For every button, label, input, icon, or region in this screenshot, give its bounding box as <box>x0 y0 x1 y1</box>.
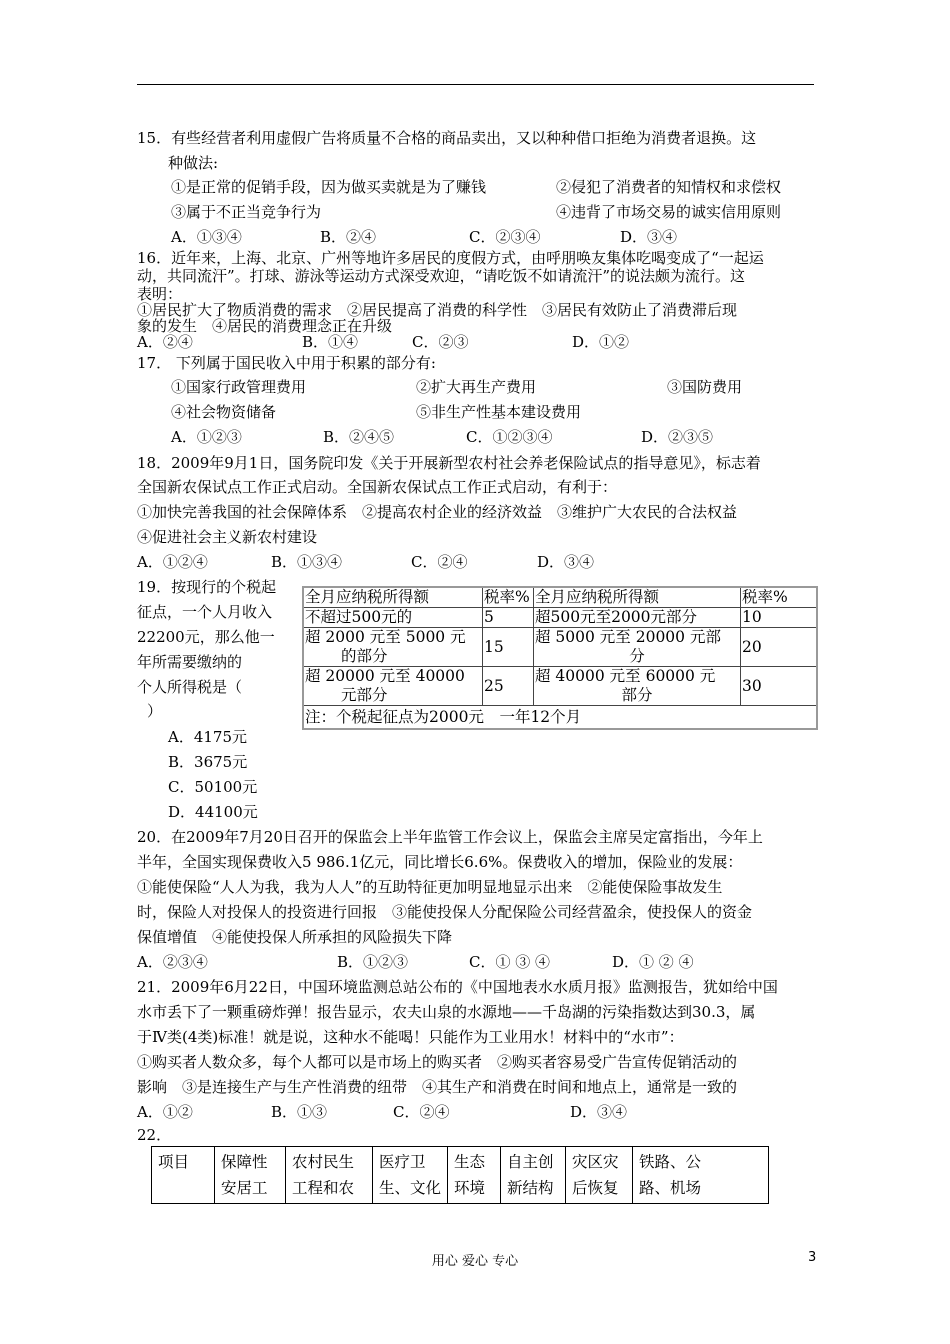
tax-header-range-2: 全月应纳税所得额 <box>534 587 741 608</box>
q19-answer-c: C．50100元 <box>168 778 258 796</box>
q19-stem-4: 年所需要缴纳的 <box>137 653 243 671</box>
q22-cell-line: 灾区灾 <box>572 1153 619 1171</box>
q22-cell-line: 环境 <box>454 1179 486 1197</box>
q21-answer-a: A．①② <box>137 1103 193 1121</box>
tax-cell: 15 <box>483 628 534 667</box>
q20-stem-cont: 半年，全国实现保费收入5 986.1亿元，同比增长6.6%。保费收入的增加，保险业的发展： <box>137 853 743 871</box>
page-footer: 用心 爱心 专心 <box>431 1254 519 1269</box>
q22-table <box>151 1146 769 1204</box>
q20-options: ①能使保险“人人为我，我为人人”的互助特征更加明显地显示出来 ②能使保险事故发生 <box>137 878 723 896</box>
q20-answer-b: B．①②③ <box>337 953 409 971</box>
q18-options-cont: ④促进社会主义新农村建设 <box>137 528 318 546</box>
tax-header-range: 全月应纳税所得额 <box>303 587 483 608</box>
tax-header-rate: 税率% <box>483 587 534 608</box>
q21-stem-cont2: 于Ⅳ类(4类)标准！就是说，这种水不能喝！只能作为工业用水！材料中的“水市”： <box>137 1028 684 1046</box>
q17-option-3: ③国防费用 <box>667 378 743 396</box>
q22-cell-line: 医疗卫 <box>379 1153 426 1171</box>
q22-cell: 项目 <box>152 1147 215 1204</box>
q22-cell <box>215 1147 286 1204</box>
tax-cell: 20 <box>741 628 818 667</box>
q15-answer-a: A．①③④ <box>171 228 242 246</box>
q22-cell-line: 保障性 <box>221 1153 268 1171</box>
q17-answer-b: B．②④⑤ <box>323 428 395 446</box>
q22-cell-line: 铁路、公 <box>639 1153 702 1171</box>
q22-cell-line: 新结构 <box>507 1179 554 1197</box>
q18-options: ①加快完善我国的社会保障体系 ②提高农村企业的经济效益 ③维护广大农民的合法权益 <box>137 503 738 521</box>
q18-answer-c: C．②④ <box>411 553 468 571</box>
q15-option-3: ③属于不正当竞争行为 <box>171 203 322 221</box>
q18-answer-b: B．①③④ <box>271 553 343 571</box>
q21-stem-cont: 水市丢下了一颗重磅炸弹！报告显示，农夫山泉的水源地——千岛湖的污染指数达到30.3，属 <box>137 1003 756 1021</box>
tax-cell-line: 分 <box>629 647 645 665</box>
q20-answer-c: C．① ③ ④ <box>469 953 551 971</box>
q15-answer-c: C．②③④ <box>469 228 541 246</box>
q22-cell <box>633 1147 769 1204</box>
tax-cell <box>303 628 483 667</box>
q22-number: 22． <box>137 1126 172 1144</box>
q21-options: ①购买者人数众多，每个人都可以是市场上的购买者 ②购买者容易受广告宣传促销活动的 <box>137 1053 738 1071</box>
q17-answer-a: A．①②③ <box>171 428 242 446</box>
q17-option-5: ⑤非生产性基本建设费用 <box>416 403 582 421</box>
tax-cell-line: 元部分 <box>341 686 388 704</box>
q17-answer-c: C．①②③④ <box>466 428 553 446</box>
q17-answer-d: D．②③⑤ <box>641 428 714 446</box>
q22-cell-line: 路、机场 <box>639 1179 702 1197</box>
q21-options-cont: 影响 ③是连接生产与生产性消费的纽带 ④其生产和消费在时间和地点上，通常是一致的 <box>137 1078 738 1096</box>
q17-option-4: ④社会物资储备 <box>171 403 277 421</box>
tax-rate-table <box>302 586 818 730</box>
q22-cell <box>566 1147 633 1204</box>
q19-answer-b: B．3675元 <box>168 753 248 771</box>
q20-options-cont: 时，保险人对投保人的投资进行回报 ③能使投保人分配保险公司经营盈余，使投保人的资金 <box>137 903 753 921</box>
q20-answer-d: D．① ② ④ <box>612 953 694 971</box>
q18-stem-cont: 全国新农保试点工作正式启动。全国新农保试点工作正式启动，有利于： <box>137 478 618 496</box>
q16-stem: 16．近年来，上海、北京、广州等地许多居民的度假方式，由呼朋唤友集体吃喝变成了“一起运 <box>137 249 764 267</box>
q21-answer-b: B．①③ <box>271 1103 328 1121</box>
q19-answer-d: D．44100元 <box>168 803 258 821</box>
q18-answer-d: D．③④ <box>537 553 595 571</box>
q15-stem: 15．有些经营者利用虚假广告将质量不合格的商品卖出，又以种种借口拒绝为消费者退换。这 <box>137 129 757 147</box>
tax-cell-line: 的部分 <box>341 647 388 665</box>
q20-options-cont2: 保值增值 ④能使投保人所承担的风险损失下降 <box>137 928 453 946</box>
q22-cell <box>286 1147 373 1204</box>
q17-option-2: ②扩大再生产费用 <box>416 378 537 396</box>
q16-answer-c: C．②③ <box>412 333 469 351</box>
q19-stem-5: 个人所得税是（ <box>137 678 243 696</box>
q19-stem-6: ） <box>147 702 163 720</box>
q17-stem: 17． 下列属于国民收入中用于积累的部分有: <box>137 354 436 372</box>
q22-cell <box>501 1147 566 1204</box>
q18-stem: 18．2009年9月1日，国务院印发《关于开展新型农村社会养老保险试点的指导意见》，标志着 <box>137 454 761 472</box>
q22-cell <box>448 1147 501 1204</box>
tax-cell: 25 <box>483 667 534 706</box>
q16-stem-cont2: 表明： <box>137 285 183 303</box>
q22-cell-line: 生态 <box>454 1153 486 1171</box>
q20-stem: 20．在2009年7月20日召开的保监会上半年监管工作会议上，保监会主席吴定富指出，今年上 <box>137 828 763 846</box>
tax-cell: 10 <box>741 608 818 628</box>
q21-stem: 21．2009年6月22日，中国环境监测总站公布的《中国地表水水质月报》监测报告，犹如给中国 <box>137 978 778 996</box>
q22-cell-line: 生、文化 <box>379 1179 442 1197</box>
q22-cell <box>373 1147 448 1204</box>
tax-cell-line: 超 20000 元至 40000 <box>305 667 465 685</box>
q18-answer-a: A．①②④ <box>137 553 208 571</box>
q21-answer-d: D．③④ <box>570 1103 628 1121</box>
tax-note: 注：个税起征点为2000元 一年12个月 <box>303 706 817 730</box>
q21-answer-c: C．②④ <box>393 1103 450 1121</box>
q17-option-1: ①国家行政管理费用 <box>171 378 307 396</box>
q15-stem-cont: 种做法: <box>168 154 219 172</box>
q16-stem-cont: 动，共同流汗”。打球、游泳等运动方式深受欢迎，“请吃饭不如请流汗”的说法颇为流行。这 <box>137 267 746 285</box>
q22-cell-line: 后恢复 <box>572 1179 619 1197</box>
q19-stem-3: 22200元，那么他一 <box>137 628 275 646</box>
tax-cell: 30 <box>741 667 818 706</box>
tax-cell <box>303 667 483 706</box>
q15-answer-b: B．②④ <box>320 228 377 246</box>
tax-cell-line: 超 2000 元至 5000 元 <box>305 628 466 646</box>
q15-option-4: ④违背了市场交易的诚实信用原则 <box>556 203 782 221</box>
q20-answer-a: A．②③④ <box>137 953 208 971</box>
tax-cell: 超500元至2000元部分 <box>534 608 741 628</box>
q19-stem-2: 征点，一个人月收入 <box>137 603 273 621</box>
q19-stem: 19．按现行的个税起 <box>137 578 277 596</box>
q22-cell-line: 自主创 <box>507 1153 554 1171</box>
q22-cell-line: 安居工 <box>221 1179 268 1197</box>
q15-option-2: ②侵犯了消费者的知情权和求偿权 <box>556 178 782 196</box>
q16-answer-b: B．①④ <box>302 333 359 351</box>
tax-header-rate-2: 税率% <box>741 587 818 608</box>
q22-cell-line: 工程和农 <box>292 1179 355 1197</box>
q16-answer-a: A．②④ <box>137 333 193 351</box>
tax-cell: 不超过500元的 <box>303 608 483 628</box>
q22-cell-line: 农村民生 <box>292 1153 355 1171</box>
tax-cell-line: 超 5000 元至 20000 元部 <box>535 628 721 646</box>
q16-options-cont: 象的发生 ④居民的消费理念正在升级 <box>137 317 393 335</box>
q19-answer-a: A．4175元 <box>168 728 248 746</box>
q15-option-1: ①是正常的促销手段，因为做买卖就是为了赚钱 <box>171 178 487 196</box>
q16-answer-d: D．①② <box>572 333 630 351</box>
tax-cell-line: 超 40000 元至 60000 元 <box>535 667 716 685</box>
q15-answer-d: D．③④ <box>620 228 678 246</box>
tax-cell <box>534 667 741 706</box>
tax-cell-line: 部分 <box>621 686 653 704</box>
tax-cell: 5 <box>483 608 534 628</box>
page-number: 3 <box>808 1250 817 1265</box>
tax-cell <box>534 628 741 667</box>
q16-options: ①居民扩大了物质消费的需求 ②居民提高了消费的科学性 ③居民有效防止了消费滞后现 <box>137 301 738 319</box>
header-rule <box>137 84 814 85</box>
